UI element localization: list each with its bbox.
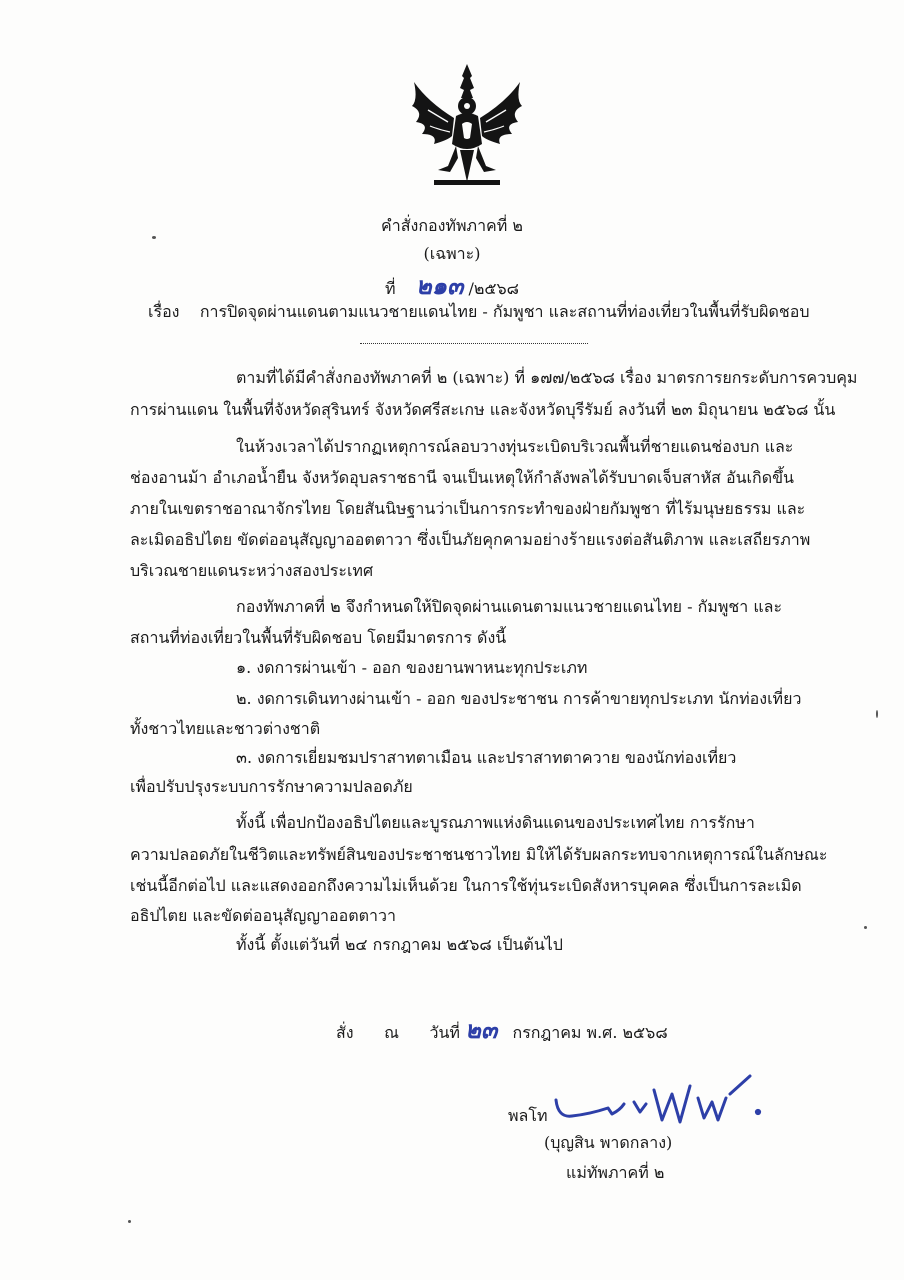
scan-speck xyxy=(864,926,867,929)
subject-label: เรื่อง xyxy=(148,302,180,321)
garuda-emblem-icon xyxy=(408,62,526,188)
effective-date-line: ทั้งนี้ ตั้งแต่วันที่ ๒๔ กรกฎาคม ๒๕๖๘ เป็นต้นไป xyxy=(236,935,563,954)
order-number xyxy=(0,266,904,305)
number-handwritten: ๒๑๓ xyxy=(415,271,464,300)
signer-position: แม่ทัพภาคที่ ๒ xyxy=(566,1163,665,1182)
measure-item-2: ๒. งดการเดินทางผ่านเข้า - ออก ของประชาชน การค้าขายทุกประเภท นักท่องเที่ยว xyxy=(236,689,802,708)
para2-line: ช่องอานม้า อำเภอน้ำยืน จังหวัดอุบลราชธานี จนเป็นเหตุให้กำลังพลได้รับบาดเจ็บสาหัส อันเกิดขึ้น xyxy=(130,468,794,487)
number-suffix: /๒๕๖๘ xyxy=(468,279,519,298)
measure-item-3-cont: เพื่อปรับปรุงระบบการรักษาความปลอดภัย xyxy=(130,777,413,796)
signature-icon xyxy=(550,1068,770,1138)
signer-name: (บุญสิน พาดกลาง) xyxy=(544,1133,673,1152)
day-handwritten: ๒๓ xyxy=(465,1015,498,1044)
para1-line: การผ่านแดน ในพื้นที่จังหวัดสุรินทร์ จังหวัดศรีสะเกษ และจังหวัดบุรีรัมย์ ลงวันที่ ๒๓ มิถุนายน ๒๕๖๘ นั้น xyxy=(130,400,836,419)
para4-line: ทั้งนี้ เพื่อปกป้องอธิปไตยและบูรณภาพแห่งดินแดนของประเทศไทย การรักษา xyxy=(236,813,755,832)
measure-item-3: ๓. งดการเยี่ยมชมปราสาทตาเมือน และปราสาทตาควาย ของนักท่องเที่ยว xyxy=(236,748,737,767)
day-label: วันที่ xyxy=(429,1023,460,1042)
scan-speck xyxy=(876,710,878,718)
para4-line: อธิปไตย และขัดต่ออนุสัญญาออตตาวา xyxy=(130,906,396,925)
classification: (เฉพาะ) xyxy=(423,244,481,263)
para2-line: บริเวณชายแดนระหว่างสองประเทศ xyxy=(130,561,374,580)
rank: พลโท xyxy=(508,1106,548,1125)
subject-line xyxy=(148,302,810,322)
subject-text: การปิดจุดผ่านแดนตามแนวชายแดนไทย - กัมพูชา และสถานที่ท่องเที่ยวในพื้นที่รับผิดชอบ xyxy=(199,302,810,321)
month-year: กรกฎาคม พ.ศ. ๒๕๖๘ xyxy=(512,1023,668,1042)
para3-line: สถานที่ท่องเที่ยวในพื้นที่รับผิดชอบ โดยมีมาตรการ ดังนี้ xyxy=(130,628,507,647)
scan-speck xyxy=(128,1220,131,1223)
para4-line: ความปลอดภัยในชีวิตและทรัพย์สินของประชาชนชาวไทย มิให้ได้รับผลกระทบจากเหตุการณ์ในลักษณะ xyxy=(130,845,828,864)
measure-item-2-cont: ทั้งชาวไทยและชาวต่างชาติ xyxy=(130,719,321,738)
separator-line xyxy=(360,343,588,344)
para4-line: เช่นนี้อีกต่อไป และแสดงออกถึงความไม่เห็นด้วย ในการใช้ทุ่นระเบิดสังหารบุคคล ซึ่งเป็นการละเมิด xyxy=(130,876,802,895)
order-at: สั่ง xyxy=(336,1023,354,1042)
para2-line: ภายในเขตราชอาณาจักรไทย โดยสันนิษฐานว่าเป็นการกระทำของฝ่ายกัมพูชา ที่ไร้มนุษยธรรม และ xyxy=(130,499,806,518)
para2-line: ในห้วงเวลาได้ปรากฏเหตุการณ์ลอบวางทุ่นระเบิดบริเวณพื้นที่ชายแดนช่องบก และ xyxy=(236,437,794,456)
measure-item-1: ๑. งดการผ่านเข้า - ออก ของยานพาหนะทุกประเภท xyxy=(236,658,588,677)
para2-line: ละเมิดอธิปไตย ขัดต่ออนุสัญญาออตตาวา ซึ่งเป็นภัยคุกคามอย่างร้ายแรงต่อสันติภาพ และเสถียรภาพ xyxy=(130,530,811,549)
para1-line: ตามที่ได้มีคำสั่งกองทัพภาคที่ ๒ (เฉพาะ) ที่ ๑๗๗/๒๕๖๘ เรื่อง มาตรการยกระดับการควบคุม xyxy=(236,368,858,387)
number-prefix: ที่ xyxy=(385,279,396,298)
order-date-line xyxy=(336,1015,668,1044)
scan-speck xyxy=(152,236,156,239)
order-title: คำสั่งกองทัพภาคที่ ๒ xyxy=(381,216,523,235)
na: ณ xyxy=(384,1023,399,1042)
para3-line: กองทัพภาคที่ ๒ จึงกำหนดให้ปิดจุดผ่านแดนตามแนวชายแดนไทย - กัมพูชา และ xyxy=(236,597,783,616)
